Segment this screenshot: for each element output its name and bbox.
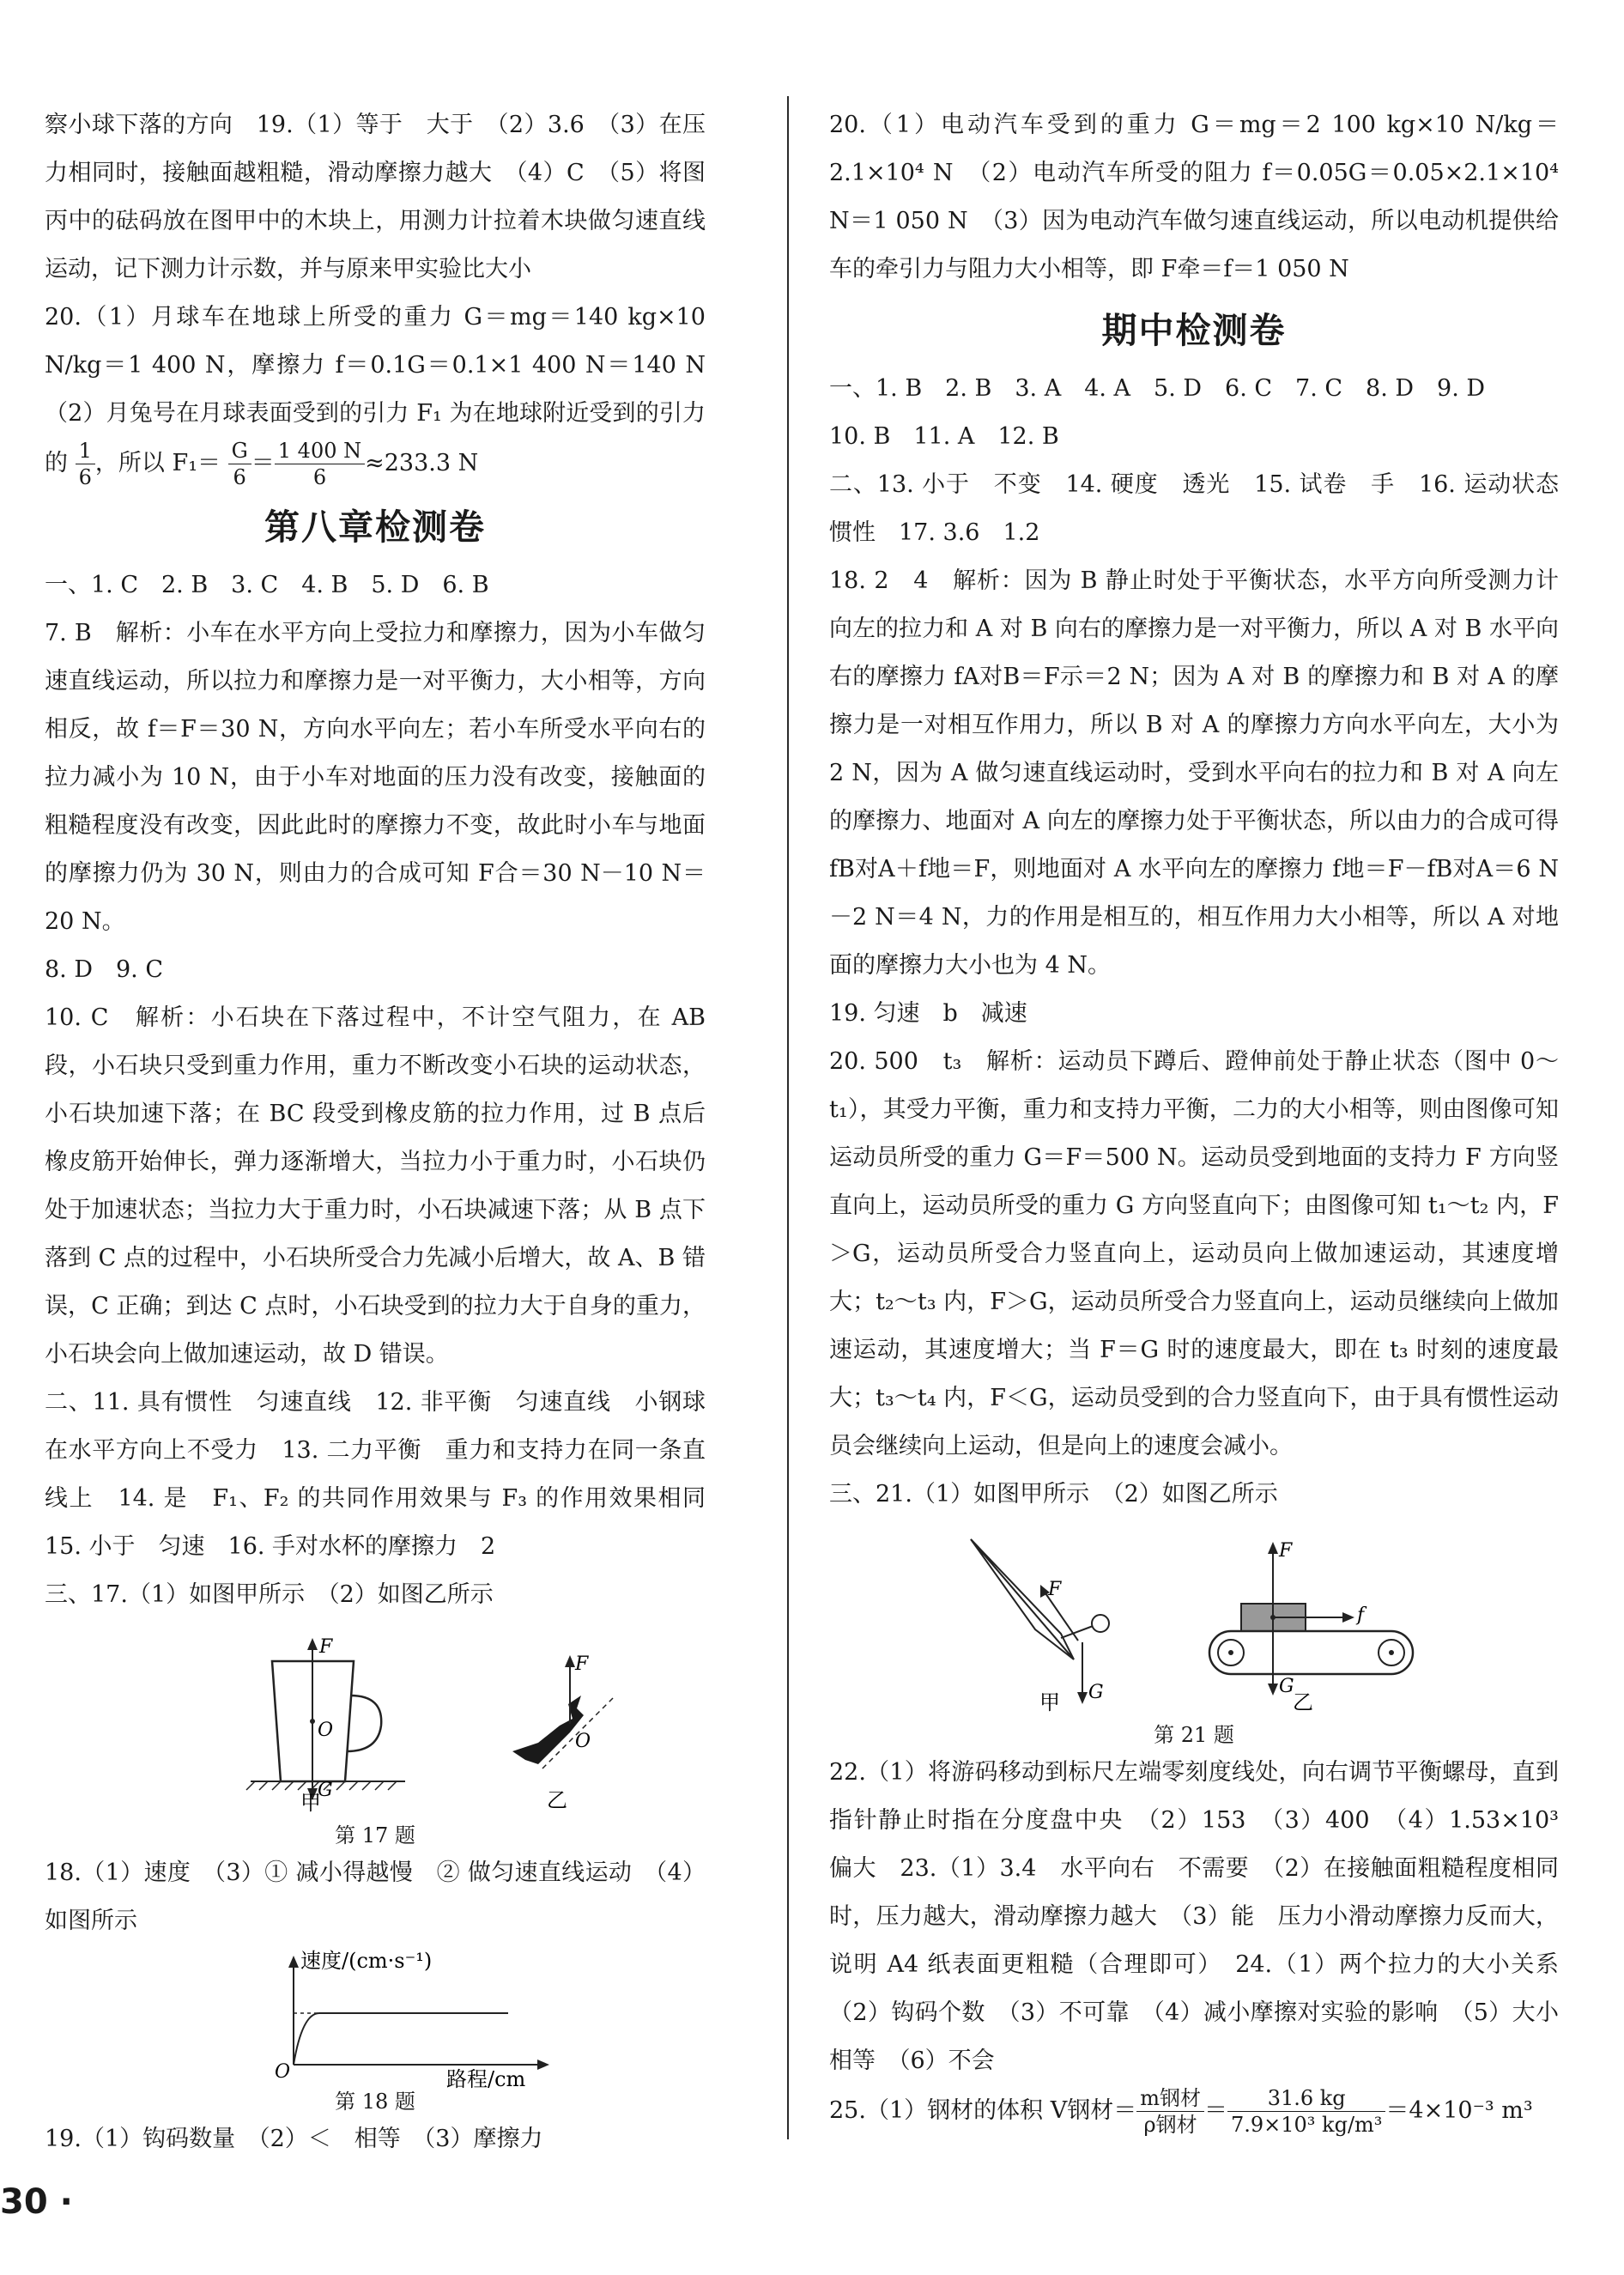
label-G: G	[1088, 1682, 1104, 1703]
answer-text: 22.（1）将游码移动到标尺左端零刻度线处，向右调节平衡螺母，直到指针静止时指在分度盘中央 （2）153 （3）400 （4）1.53×10³ 偏大 23.（1）3.4 水平向右 不需要 （2）在接触面粗糙程度相同时，压力越大，滑动摩擦力越大 （3）能 压力小滑动摩擦力反而大，说明 A4 纸表面更粗糙（合理即可） 24.（1）两个拉力的大小关系 （2）钩码个数 （3）不可靠 （4）减小摩擦对实验的影响 （5）大小相等 （6）不会	[829, 1759, 1582, 2074]
answer-text: 19. 匀速 b 减速	[829, 1000, 1027, 1027]
answer-text: 10. C 解析：小石块在下落过程中，不计空气阻力，在 AB 段，小石块只受到重力作用，重力不断改变小石块的运动状态，小石块加速下落；在 BC 段受到橡皮筋的拉力作用，过 B 点后橡皮筋开始伸长，弹力逐渐增大，当拉力小于重力时，小石块仍处于加速状态；当拉力大于重力时，小石块减速下落；从 B 点下落到 C 点的过程中，小石块所受合力先减小后增大，故 A、B 错误，C 正确；到达 C 点时，小石块受到的拉力大于自身的重力，小石块会向上做加速运动，故 D 错误。	[45, 1004, 706, 1368]
answer-text: 20.（1）电动汽车受到的重力 G＝mg＝2 100 kg×10 N/kg＝2.1×10⁴ N （2）电动汽车所受的阻力 f＝0.05G＝0.05×2.1×10⁴ N＝1 050 N （3）因为电动汽车做匀速直线运动，所以电动机提供给车的牵引力与阻力大小相等，即 F牵＝f＝1 050 N	[829, 112, 1559, 282]
label-F: F	[575, 1653, 589, 1675]
answer-text: 18. 2 4 解析：因为 B 静止时处于平衡状态，水平方向所受测力计向左的拉力和 A 对 B 向右的摩擦力是一对平衡力，所以 A 对 B 水平向右的摩擦力 fA对B＝F示＝2 N；因为 A 对 B 的摩擦力和 B 对 A 的摩擦力是一对相互作用力，所以 B 对 A 的摩擦力方向水平向左，大小为 2 N，因为 A 做匀速直线运动时，受到水平向右的拉力和 B 对 A 向左的摩擦力、地面对 A 向左的摩擦力处于平衡状态，所以由力的合成可得 fB对A＋f地＝F，则地面对 A 水平向左的摩擦力 f地＝F－fB对A＝6 N－2 N＝4 N，力的作用是相互的，相互作用力大小相等，所以 A 对地面的摩擦力大小也为 4 N。	[829, 567, 1559, 979]
conveyor-diagram	[1209, 1540, 1413, 1714]
label-F: F	[1279, 1540, 1293, 1562]
label-yi: 乙	[1293, 1690, 1313, 1714]
figure-17	[45, 1623, 706, 1846]
speed-distance-graph	[45, 1949, 706, 2091]
label-O: O	[318, 1720, 334, 1741]
label-F: F	[319, 1636, 333, 1658]
answer-text: 20.（1）月球车在地球上所受的重力 G＝mg＝140 kg×10 N/kg＝1 400 N，摩擦力 f＝0.1G＝0.1×1 400 N＝140 N （2）月兔号在月球表面受到的引力 F₁ 为在地球附近受到的引力的 $\frac{1}{6}$ ，所以 F₁＝ $\frac{G}{6}$ ＝ $\frac{1 400 N}{6}$ ≈233.3 N	[45, 304, 729, 489]
figure-18	[45, 1949, 706, 2112]
label-jia: 甲	[300, 1791, 321, 1815]
label-G: G	[318, 1780, 333, 1801]
figure-caption: 第 18 题	[335, 2090, 415, 2114]
figure-21	[829, 1522, 1559, 1745]
column-divider	[787, 96, 789, 2139]
answer-text: 25.（1）钢材的体积 V钢材＝ $\frac{\text{m钢材}}{\text{ρ钢材}}$ ＝ $\frac{31.6 kg}{\text{7.9×10³ kg/m³}}$ ＝4×10⁻³ m³	[829, 2086, 1533, 2137]
answer-text: 20. 500 t₃ 解析：运动员下蹲后、蹬伸前处于静止状态（图中 0～t₁），其受力平衡，重力和支持力平衡，二力的大小相等，则由图像可知运动员所受的重力 G＝F＝500 N。运动员受到地面的支持力 F 方向竖直向上，运动员所受的重力 G 方向竖直向下；由图像可知 t₁～t₂ 内，F＞G，运动员所受合力竖直向上，运动员向上做加速运动，其速度增大；t₂～t₃ 内，F＞G，运动员所受合力竖直向上，运动员继续向上做加速运动，其速度增大；当 F＝G 时的速度最大，即在 t₃ 时刻的速度最大；t₃～t₄ 内，F＜G，运动员受到的合力竖直向下，由于具有惯性运动员会继续向上运动，但是向上的速度会减小。	[829, 1048, 1559, 1459]
answer-text: 三、21.（1）如图甲所示 （2）如图乙所示	[829, 1481, 1278, 1508]
fraction: $\frac{31.6 kg}{\text{7.9×10³ kg/m³}}$	[1227, 2085, 1385, 2138]
section-heading: 第八章检测卷	[264, 507, 486, 548]
label-jia: 甲	[1039, 1690, 1060, 1714]
answer-text: 18.（1）速度 （3）① 减小得越慢 ② 做匀速直线运动 （4）如图所示	[45, 1859, 706, 1934]
label-f: f	[1357, 1605, 1365, 1626]
answer-text: 二、13. 小于 不变 14. 硬度 透光 15. 试卷 手 16. 运动状态 惯性 17. 3.6 1.2	[829, 471, 1582, 546]
axis-x-label: 路程/cm	[446, 2067, 526, 2091]
label-O: O	[575, 1731, 591, 1752]
answer-text: 一、1. B 2. B 3. A 4. A 5. D 6. C 7. C 8. D 9. D	[829, 375, 1486, 402]
label-F: F	[1048, 1579, 1062, 1600]
right-column	[829, 101, 1582, 2138]
answer-text: 8. D 9. C	[45, 956, 163, 983]
figure-caption: 第 17 题	[335, 1823, 415, 1847]
axis-y-label: 速度/(cm·s⁻¹)	[300, 1949, 433, 1973]
label-yi: 乙	[547, 1788, 567, 1812]
answer-text: 7. B 解析：小车在水平方向上受拉力和摩擦力，因为小车做匀速直线运动，所以拉力和摩擦力是一对平衡力，大小相等，方向相反，故 f＝F＝30 N，方向水平向左；若小车所受水平向右的拉力减小为 10 N，由于小车对地面的压力没有改变，接触面的粗糙程度没有改变，因此此时的摩擦力不变，故此时小车与地面的摩擦力仍为 30 N，则由力的合成可知 F合＝30 N－10 N＝20 N。	[45, 620, 706, 935]
answer-text: 察小球下落的方向 19.（1）等于 大于 （2）3.6 （3）在压力相同时，接触面越粗糙，滑动摩擦力越大 （4）C （5）将图丙中的砝码放在图甲中的木块上，用测力计拉着木块做匀速直线运动，记下测力计示数，并与原来甲实验比大小	[45, 112, 706, 282]
cup-diagram	[246, 1636, 405, 1815]
fraction: $\frac{\text{m钢材}}{\text{ρ钢材}}$	[1136, 2085, 1204, 2138]
answer-text: 19.（1）钩码数量 （2）＜ 相等 （3）摩擦力	[45, 2126, 543, 2152]
fraction: $\frac{G}{6}$	[228, 438, 251, 490]
section-heading: 期中检测卷	[1101, 310, 1287, 351]
answer-text: 二、11. 具有惯性 匀速直线 12. 非平衡 匀速直线 小钢球在水平方向上不受力 13. 二力平衡 重力和支持力在同一条直线上 14. 是 F₁、F₂ 的共同作用效果与 F₃ 的作用效果相同 15. 小于 匀速 16. 手对水杯的摩擦力 2	[45, 1389, 729, 1560]
figure-caption: 第 21 题	[1154, 1723, 1234, 1747]
fraction: $\frac{1 400 N}{6}$	[275, 438, 365, 490]
kite-diagram	[971, 1539, 1109, 1714]
bird-diagram	[512, 1653, 615, 1812]
fraction: $\frac{1}{6}$	[76, 438, 95, 490]
label-G: G	[1279, 1676, 1294, 1697]
answer-text: 10. B 11. A 12. B	[829, 423, 1059, 450]
left-column	[45, 101, 729, 2163]
figure-17-diagram	[45, 1623, 706, 1815]
origin-label: O	[275, 2061, 291, 2083]
answer-text: 一、1. C 2. B 3. C 4. B 5. D 6. B	[45, 572, 489, 598]
answer-text: 三、17.（1）如图甲所示 （2）如图乙所示	[45, 1581, 494, 1608]
figure-21-diagram	[829, 1522, 1559, 1714]
page-number: 30 ·	[0, 2182, 73, 2222]
